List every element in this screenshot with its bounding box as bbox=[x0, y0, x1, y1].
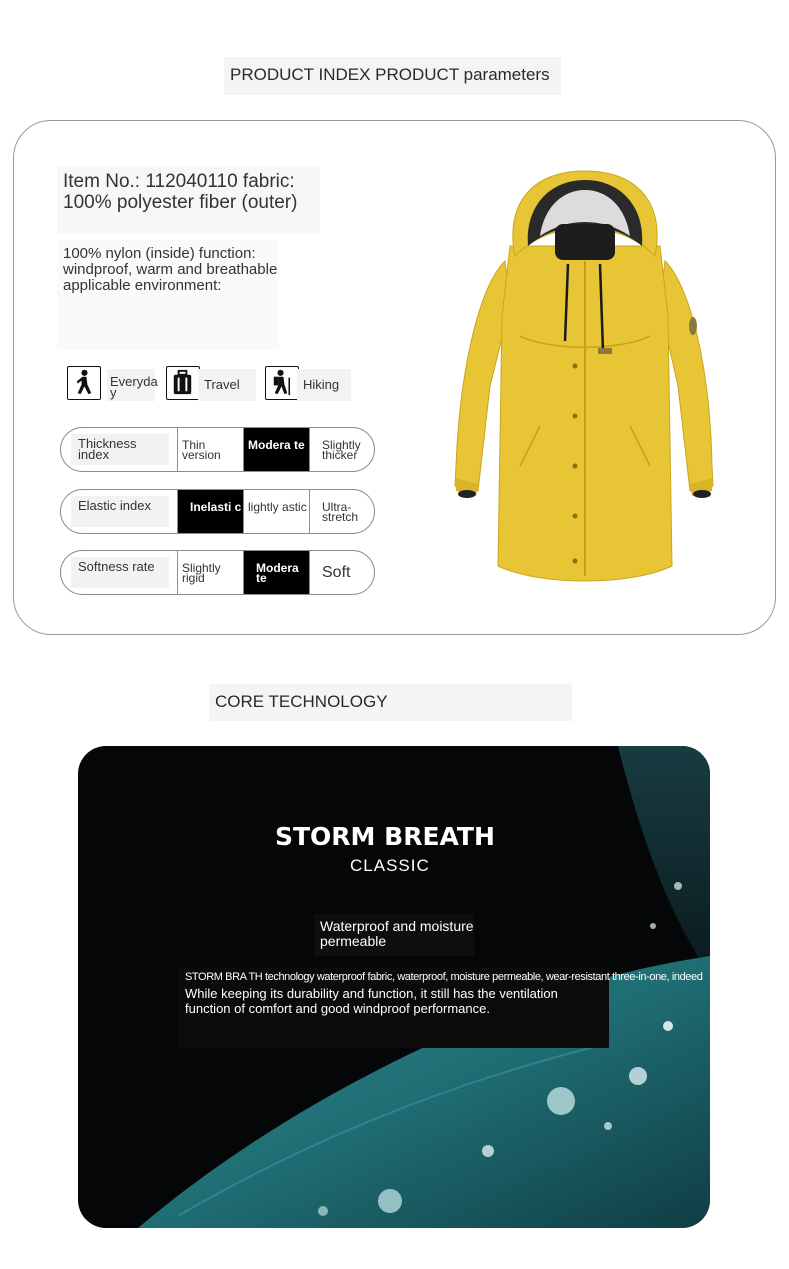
index-option: Ultra-stretch bbox=[309, 490, 375, 533]
feature-title: Waterproof and moisture permeable bbox=[314, 914, 474, 956]
core-technology-panel bbox=[78, 746, 710, 1228]
feature-text: While keeping its durability and function, it still has the ventilation function of comfort and good windproof performance. bbox=[185, 986, 558, 1016]
yellow-jacket-image bbox=[450, 166, 720, 596]
suitcase-icon bbox=[166, 366, 200, 400]
environment-label: Hiking bbox=[297, 369, 351, 401]
index-option: Slightly thicker bbox=[309, 428, 375, 471]
index-option: Soft bbox=[309, 551, 375, 594]
environment-label: Travel bbox=[198, 369, 256, 401]
index-name: Thickness index bbox=[71, 434, 169, 465]
index-option: Slightly rigid bbox=[177, 551, 243, 594]
index-option-selected: Modera te bbox=[243, 551, 309, 594]
index-option: Thin version bbox=[177, 428, 243, 471]
walking-person-icon bbox=[67, 366, 101, 400]
environment-label: Everyda y bbox=[107, 369, 155, 401]
index-name: Softness rate bbox=[71, 557, 169, 588]
logo-subtitle: CLASSIC bbox=[350, 856, 430, 875]
feature-description bbox=[179, 968, 703, 1048]
storm-breath-logo: STORM BREATH bbox=[275, 822, 495, 851]
feature-line-small: STORM BRA TH technology waterproof fabric, waterproof, moisture permeable, wear-resistant three-in-one, indeed bbox=[185, 971, 703, 983]
softness-rate-scale bbox=[60, 550, 375, 595]
elastic-index-scale bbox=[60, 489, 375, 534]
index-option-selected: Inelasti c bbox=[177, 490, 243, 533]
item-number-text: Item No.: 112040110 fabric: 100% polyester fiber (outer) bbox=[57, 166, 320, 234]
section-title-core-technology: CORE TECHNOLOGY bbox=[209, 684, 572, 721]
index-option-selected: Modera te bbox=[243, 428, 309, 471]
index-option: lightly astic bbox=[243, 490, 309, 533]
thickness-index-scale bbox=[60, 427, 375, 472]
product-description-text: 100% nylon (inside) function: windproof, warm and breathable applicable environment: bbox=[57, 240, 279, 350]
section-title-product-index: PRODUCT INDEX PRODUCT parameters bbox=[224, 57, 561, 95]
hiker-icon bbox=[265, 366, 299, 400]
index-name: Elastic index bbox=[71, 496, 169, 527]
